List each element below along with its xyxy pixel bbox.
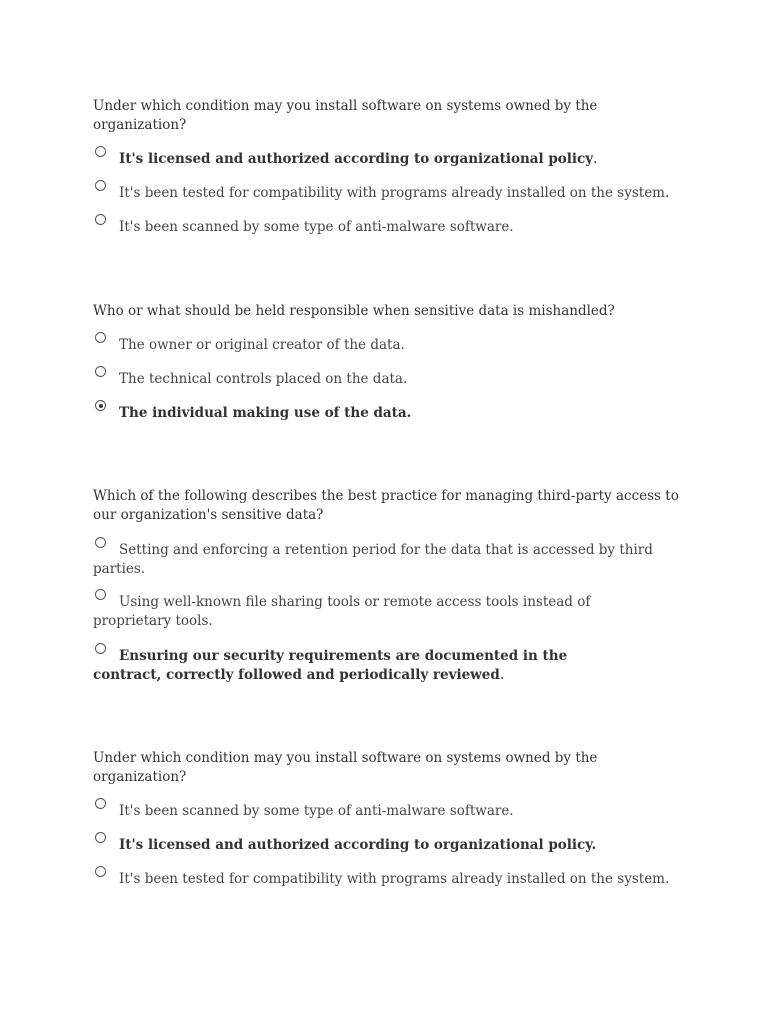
radio-button-icon[interactable]	[95, 589, 106, 600]
radio-button-icon[interactable]	[95, 366, 106, 377]
question-text: Under which condition may you install software on systems owned by the organization?	[93, 98, 598, 133]
radio-button-icon[interactable]	[95, 214, 106, 225]
answer-label: It's licensed and authorized according to organizational policy.	[119, 837, 597, 853]
answer-suffix: .	[499, 667, 505, 683]
answer-option[interactable]	[93, 150, 719, 169]
question-text: Which of the following describes the best practice for managing third-party access to our organization's sensitive data?	[93, 488, 679, 523]
answer-option[interactable]	[93, 593, 608, 631]
answer-label: The technical controls placed on the data.	[119, 371, 408, 387]
radio-button-icon[interactable]	[95, 832, 106, 843]
answer-option[interactable]	[93, 404, 719, 423]
radio-button-icon[interactable]	[95, 866, 106, 877]
answer-option[interactable]	[93, 218, 719, 237]
answer-option[interactable]	[93, 184, 719, 203]
answer-label: The individual making use of the data.	[119, 405, 412, 421]
answer-label: The owner or original creator of the data.	[119, 337, 405, 353]
question-3	[93, 487, 693, 683]
answer-option[interactable]	[93, 647, 638, 685]
answer-option[interactable]	[93, 870, 719, 889]
radio-button-checked-icon[interactable]	[95, 400, 106, 411]
answer-label: Ensuring our security requirements are documented in the contract, correctly followed and periodically reviewed	[93, 648, 568, 683]
answer-label: It's licensed and authorized according to organizational policy	[119, 151, 594, 167]
answer-option[interactable]	[93, 541, 658, 579]
radio-button-icon[interactable]	[95, 180, 106, 191]
answer-label: It's been scanned by some type of anti-malware software.	[119, 219, 514, 235]
question-1	[93, 97, 693, 235]
answer-option[interactable]	[93, 802, 719, 821]
answer-label: Using well-known file sharing tools or remote access tools instead of proprietary tools.	[93, 594, 591, 629]
radio-button-icon[interactable]	[95, 798, 106, 809]
question-text: Under which condition may you install software on systems owned by the organization?	[93, 750, 598, 785]
radio-button-icon[interactable]	[95, 146, 106, 157]
answer-label: It's been tested for compatibility with programs already installed on the system.	[119, 871, 670, 887]
answer-option[interactable]	[93, 336, 719, 355]
answer-option[interactable]	[93, 370, 719, 389]
answer-option[interactable]	[93, 836, 719, 855]
question-text: Who or what should be held responsible when sensitive data is mishandled?	[93, 303, 615, 319]
question-4	[93, 749, 693, 887]
answer-label: It's been scanned by some type of anti-malware software.	[119, 803, 514, 819]
radio-button-icon[interactable]	[95, 537, 106, 548]
answer-label: Setting and enforcing a retention period for the data that is accessed by third parties.	[93, 542, 653, 577]
question-2	[93, 302, 693, 421]
answer-label: It's been tested for compatibility with programs already installed on the system.	[119, 185, 670, 201]
radio-button-icon[interactable]	[95, 332, 106, 343]
answer-suffix: .	[593, 151, 598, 167]
radio-button-icon[interactable]	[95, 643, 106, 654]
